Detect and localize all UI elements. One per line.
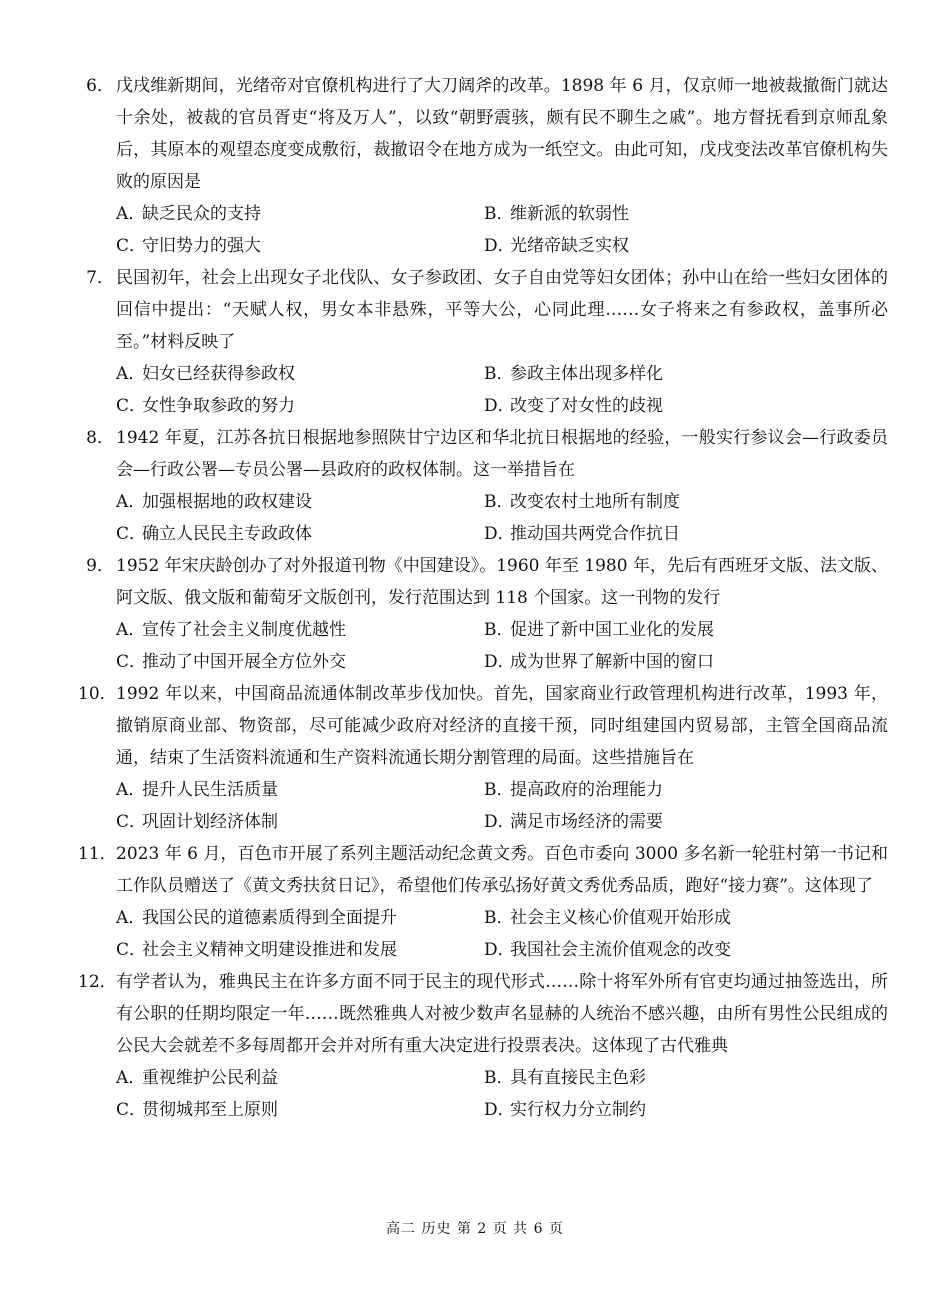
option-letter: B． [484, 1068, 514, 1088]
question-text: 戊戌维新期间，光绪帝对官僚机构进行了大刀阔斧的改革。1898 年 6 月，仅京师一地被裁撤衙门就达十余处，被裁的官员胥吏“将及万人”，以致“朝野震骇，颇有民不聊生之戚”。地方督抚看到京师乱象后，其原本的观望态度变成敷衍，裁撤诏令在地方成为一纸空文。由此可知，戊戌变法改革官僚机构失败的原因是 [116, 76, 888, 192]
question-12 [78, 966, 888, 1126]
option-text: 推动国共两党合作抗日 [510, 524, 680, 544]
question-text: 有学者认为，雅典民主在许多方面不同于民主的现代形式……除十将军外所有官吏均通过抽签选出，所有公职的任期均限定一年……既然雅典人对被少数声名显赫的人统治不感兴趣，由所有男性公民组成的公民大会就差不多每周都开会并对所有重大决定进行投票表决。这体现了古代雅典 [116, 972, 888, 1056]
option-letter: C． [116, 396, 147, 416]
option-letter: A． [116, 620, 146, 640]
question-text: 2023 年 6 月，百色市开展了系列主题活动纪念黄文秀。百色市委向 3000 多名新一轮驻村第一书记和工作队员赠送了《黄文秀扶贫日记》，希望他们传承弘扬好黄文秀优秀品质，跑好“接力赛”。这体现了 [116, 844, 888, 896]
question-text: 1942 年夏，江苏各抗日根据地参照陕甘宁边区和华北抗日根据地的经验，一般实行参议会—行政委员会—行政公署—专员公署—县政府的政权体制。这一举措旨在 [116, 428, 888, 480]
page-footer: 高二 历史 第 2 页 共 6 页 [386, 1221, 564, 1237]
option-letter: C． [116, 652, 147, 672]
option-text: 光绪帝缺乏实权 [510, 236, 629, 256]
question-stem [78, 678, 888, 774]
option-c [116, 518, 484, 550]
option-c [116, 1094, 484, 1126]
option-letter: B． [484, 780, 514, 800]
option-letter: B． [484, 908, 514, 928]
question-number: 11． [78, 844, 117, 864]
option-d [484, 934, 884, 966]
option-text: 成为世界了解新中国的窗口 [510, 652, 714, 672]
option-letter: A． [116, 780, 146, 800]
option-text: 宣传了社会主义制度优越性 [142, 620, 346, 640]
option-text: 改变农村土地所有制度 [510, 492, 680, 512]
option-list [78, 486, 888, 550]
option-text: 确立人民民主专政政体 [142, 524, 312, 544]
option-text: 促进了新中国工业化的发展 [510, 620, 714, 640]
option-c [116, 230, 484, 262]
option-d [484, 1094, 884, 1126]
question-stem [78, 838, 888, 902]
option-letter: D． [484, 396, 515, 416]
option-text: 我国公民的道德素质得到全面提升 [142, 908, 397, 928]
option-a [116, 486, 484, 518]
option-text: 推动了中国开展全方位外交 [142, 652, 346, 672]
option-list [78, 902, 888, 966]
option-a [116, 902, 484, 934]
option-b [484, 902, 884, 934]
question-6 [78, 70, 888, 262]
option-text: 改变了对女性的歧视 [510, 396, 663, 416]
option-letter: A． [116, 364, 146, 384]
option-a [116, 614, 484, 646]
option-b [484, 614, 884, 646]
option-a [116, 1062, 484, 1094]
option-text: 维新派的软弱性 [510, 204, 629, 224]
option-letter: D． [484, 940, 515, 960]
option-d [484, 518, 884, 550]
option-letter: C． [116, 940, 147, 960]
question-stem [78, 422, 888, 486]
option-list [78, 198, 888, 262]
option-text: 缺乏民众的支持 [142, 204, 261, 224]
option-letter: A． [116, 1068, 146, 1088]
question-11 [78, 838, 888, 966]
option-letter: B． [484, 620, 514, 640]
option-text: 实行权力分立制约 [510, 1100, 646, 1120]
question-stem [78, 70, 888, 198]
option-a [116, 774, 484, 806]
option-b [484, 1062, 884, 1094]
option-text: 巩固计划经济体制 [142, 812, 278, 832]
option-list [78, 614, 888, 678]
option-text: 加强根据地的政权建设 [142, 492, 312, 512]
option-d [484, 806, 884, 838]
option-letter: A． [116, 492, 146, 512]
question-number: 12． [78, 972, 117, 992]
option-letter: C． [116, 1100, 147, 1120]
question-8 [78, 422, 888, 550]
option-text: 满足市场经济的需要 [510, 812, 663, 832]
option-text: 参政主体出现多样化 [510, 364, 663, 384]
option-d [484, 646, 884, 678]
option-text: 提高政府的治理能力 [510, 780, 663, 800]
question-number: 6． [86, 76, 114, 96]
option-text: 提升人民生活质量 [142, 780, 278, 800]
option-text: 女性争取参政的努力 [142, 396, 295, 416]
option-letter: B． [484, 204, 514, 224]
option-list [78, 358, 888, 422]
option-letter: B． [484, 492, 514, 512]
option-text: 妇女已经获得参政权 [142, 364, 295, 384]
option-c [116, 646, 484, 678]
option-letter: A． [116, 204, 146, 224]
question-number: 10． [78, 684, 117, 704]
option-a [116, 198, 484, 230]
option-text: 贯彻城邦至上原则 [142, 1100, 278, 1120]
question-number: 7． [86, 268, 114, 288]
option-letter: D． [484, 652, 515, 672]
option-b [484, 198, 884, 230]
option-letter: A． [116, 908, 146, 928]
option-text: 具有直接民主色彩 [510, 1068, 646, 1088]
question-number: 8． [86, 428, 114, 448]
question-7 [78, 262, 888, 422]
option-d [484, 230, 884, 262]
option-list [78, 1062, 888, 1126]
question-stem [78, 966, 888, 1062]
option-c [116, 390, 484, 422]
option-letter: C． [116, 812, 147, 832]
option-letter: D． [484, 1100, 515, 1120]
option-list [78, 774, 888, 838]
question-list [78, 70, 888, 1126]
question-stem [78, 550, 888, 614]
question-text: 民国初年，社会上出现女子北伐队、女子参政团、女子自由党等妇女团体；孙中山在给一些妇女团体的回信中提出：“天赋人权，男女本非悬殊，平等大公，心同此理……女子将来之有参政权，盖事所必至。”材料反映了 [116, 268, 888, 352]
option-letter: D． [484, 236, 515, 256]
option-text: 守旧势力的强大 [142, 236, 261, 256]
option-letter: D． [484, 524, 515, 544]
question-text: 1952 年宋庆龄创办了对外报道刊物《中国建设》。1960 年至 1980 年，先后有西班牙文版、法文版、阿文版、俄文版和葡萄牙文版创刊，发行范围达到 118 个国家。这一刊物的发行 [116, 556, 888, 608]
option-text: 社会主义核心价值观开始形成 [510, 908, 731, 928]
question-9 [78, 550, 888, 678]
option-text: 我国社会主流价值观念的改变 [510, 940, 731, 960]
option-a [116, 358, 484, 390]
option-b [484, 486, 884, 518]
option-text: 重视维护公民利益 [142, 1068, 278, 1088]
question-number: 9． [86, 556, 114, 576]
option-d [484, 390, 884, 422]
question-stem [78, 262, 888, 358]
option-letter: B． [484, 364, 514, 384]
option-letter: D． [484, 812, 515, 832]
option-letter: C． [116, 236, 147, 256]
option-b [484, 774, 884, 806]
option-c [116, 934, 484, 966]
option-c [116, 806, 484, 838]
option-text: 社会主义精神文明建设推进和发展 [142, 940, 397, 960]
question-text: 1992 年以来，中国商品流通体制改革步伐加快。首先，国家商业行政管理机构进行改革，1993 年，撤销原商业部、物资部，尽可能减少政府对经济的直接干预，同时组建国内贸易部，主管全国商品流通，结束了生活资料流通和生产资料流通长期分割管理的局面。这些措施旨在 [116, 684, 888, 768]
option-letter: C． [116, 524, 147, 544]
question-10 [78, 678, 888, 838]
option-b [484, 358, 884, 390]
